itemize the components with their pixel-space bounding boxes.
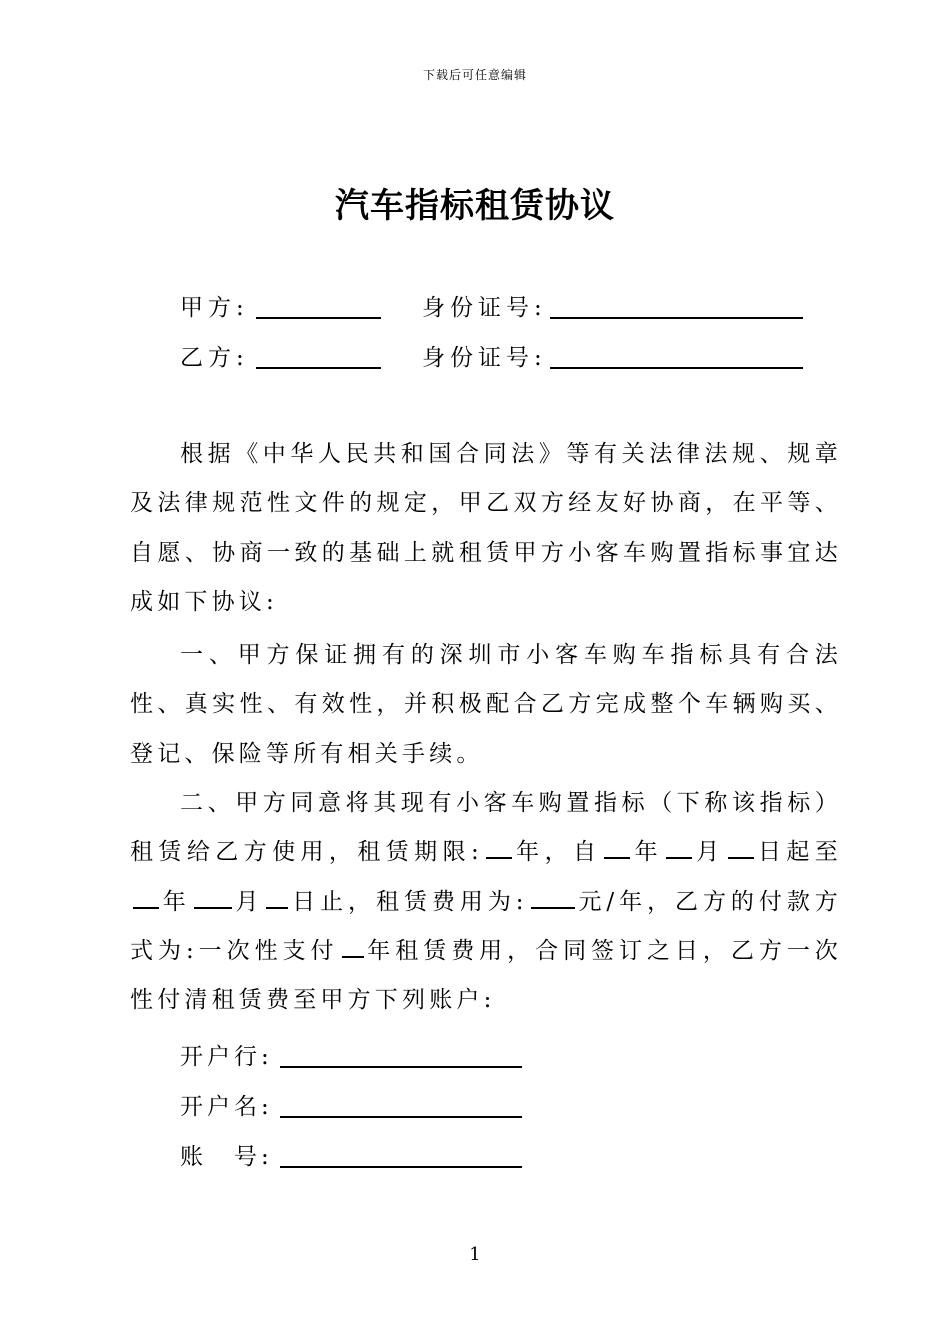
- party-a-label: 甲方:: [180, 295, 249, 321]
- clause-2-paragraph: [130, 779, 842, 1025]
- end-day-blank: [266, 881, 288, 909]
- party-a-id-blank: [550, 289, 803, 319]
- clause-2-text-10: 年租赁费用，合同签订之日，乙方一次性付清租赁费至甲方下列账户:: [130, 937, 842, 1014]
- party-b-name-blank: [256, 339, 381, 369]
- clause-2-text-7: 月: [234, 888, 264, 915]
- clause-2-text-3: 年: [633, 839, 664, 866]
- account-name-label: 开户名:: [180, 1094, 273, 1120]
- account-number-row: [180, 1138, 273, 1171]
- party-a-name-blank: [256, 289, 381, 319]
- bank-name-label: 开户行:: [180, 1044, 273, 1070]
- prepay-years-blank: [342, 930, 364, 958]
- account-name-blank: [280, 1088, 522, 1118]
- clause-2-text-6: 年: [162, 888, 191, 915]
- account-name-row: [180, 1088, 273, 1121]
- end-year-blank: [133, 881, 159, 909]
- clause-2-text-9: 元/年，乙方的付款方式为:一次性支付: [130, 888, 842, 964]
- party-a-row: [180, 289, 547, 322]
- clause-2-text-8: 日止，租赁费用为:: [291, 888, 528, 915]
- clause-2-text-1: 二、甲方同意将其现有小客车购置指标（下称该指标）租赁给乙方使用，租赁期限:: [130, 790, 842, 866]
- start-year-blank: [604, 831, 630, 859]
- term-years-blank: [486, 831, 512, 859]
- start-month-blank: [666, 831, 692, 859]
- header-note: 下载后可任意编辑: [422, 68, 527, 82]
- intro-paragraph: 根据《中华人民共和国合同法》等有关法律法规、规章及法律规范性文件的规定，甲乙双方经友好协商，在平等、自愿、协商一致的基础上就租赁甲方小客车购置指标事宜达成如下协议:: [130, 441, 842, 615]
- clause-1-paragraph: 一、甲方保证拥有的深圳市小客车购车指标具有合法性、真实性、有效性，并积极配合乙方完成整个车辆购买、登记、保险等所有相关手续。: [130, 642, 842, 767]
- clause-2-text-5: 日起至: [756, 839, 842, 866]
- party-b-id-blank: [550, 339, 803, 369]
- rent-amount-blank: [531, 881, 575, 909]
- party-b-label: 乙方:: [180, 345, 249, 371]
- party-b-id-label: 身份证号:: [422, 345, 547, 371]
- party-b-row: [180, 339, 547, 372]
- account-number-label: 账 号:: [180, 1144, 273, 1170]
- clause-2-text-2: 年，自: [514, 839, 602, 866]
- account-number-blank: [280, 1138, 522, 1168]
- page-number: 1: [469, 1244, 481, 1265]
- clause-2-text-4: 月: [695, 839, 725, 866]
- document-title: 汽车指标租赁协议: [335, 186, 615, 226]
- party-a-id-label: 身份证号:: [422, 295, 547, 321]
- start-day-blank: [728, 831, 754, 859]
- bank-name-blank: [280, 1038, 522, 1068]
- end-month-blank: [194, 881, 232, 909]
- bank-name-row: [180, 1038, 273, 1071]
